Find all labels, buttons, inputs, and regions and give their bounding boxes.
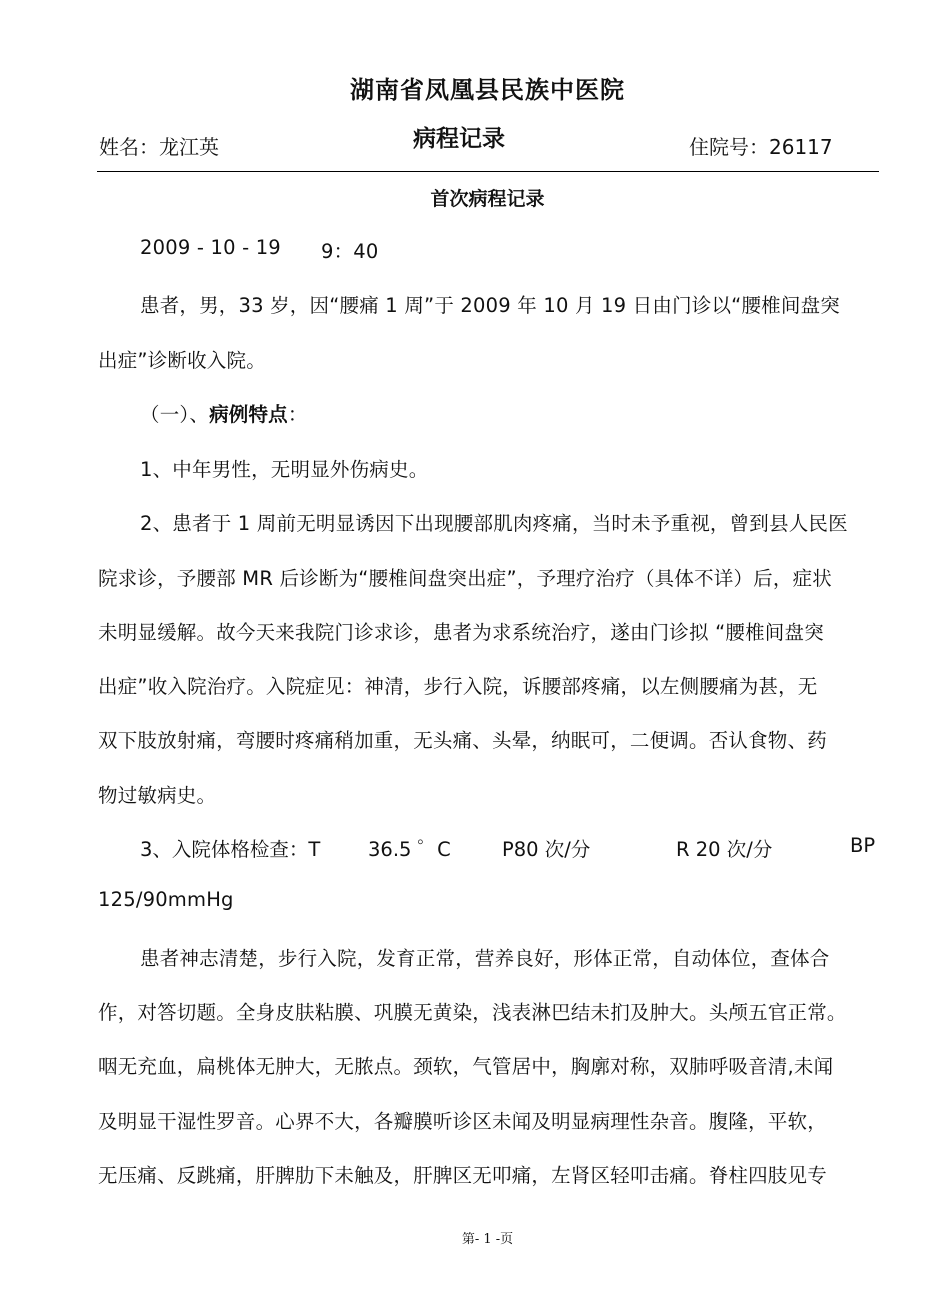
vitals-pulse: P80 次/分 — [502, 838, 591, 861]
hospital-name: 湖南省凤凰县民族中医院 — [350, 76, 625, 104]
item-1: 1、中年男性，无明显外伤病史。 — [140, 458, 429, 481]
intro-line-2: 出症”诊断收入院。 — [98, 349, 266, 372]
features-heading-title: 病例特点 — [209, 403, 288, 426]
admission-number — [689, 131, 833, 160]
item-2-line-4: 出症”收入院治疗。入院症见：神清，步行入院，诉腰部疼痛，以左侧腰痛为甚，无 — [98, 675, 818, 698]
item-2-line-3: 未明显缓解。故今天来我院门诊求诊，患者为求系统治疗，遂由门诊拟 “腰椎间盘突 — [98, 621, 824, 644]
vitals-bp-label: BP — [850, 834, 876, 857]
vitals-label: 3、入院体格检查：T — [140, 838, 321, 861]
features-heading-prefix: （一）、 — [140, 403, 210, 426]
features-heading — [140, 399, 308, 427]
exam-line-1: 患者神志清楚，步行入院，发育正常，营养良好，形体正常，自动体位，查体合 — [140, 947, 830, 970]
item-2-line-6: 物过敏病史。 — [98, 784, 217, 807]
header-divider — [97, 171, 879, 172]
section-title: 首次病程记录 — [430, 188, 545, 210]
features-heading-suffix: ： — [287, 403, 308, 426]
exam-line-2: 作，对答切题。全身皮肤粘膜、巩膜无黄染，浅表淋巴结未扪及肿大。头颅五官正常。 — [98, 1001, 847, 1024]
item-2-line-5: 双下肢放射痛，弯腰时疼痛稍加重，无头痛、头晕，纳眠可，二便调。否认食物、药 — [98, 729, 827, 752]
admission-number-label: 住院号： — [689, 135, 769, 159]
patient-name-label: 姓名： — [99, 135, 159, 159]
record-time: 9：40 — [321, 240, 379, 263]
item-2-line-1: 2、患者于 1 周前无明显诱因下出现腰部肌肉疼痛，当时未予重视，曾到县人民医 — [140, 512, 848, 535]
intro-line-1: 患者，男，33 岁，因“腰痛 1 周”于 2009 年 10 月 19 日由门诊以“腰椎间盘突 — [140, 294, 840, 317]
record-title: 病程记录 — [413, 126, 505, 152]
exam-line-5: 无压痛、反跳痛，肝脾肋下未触及，肝脾区无叩痛，左肾区轻叩击痛。脊柱四肢见专 — [98, 1164, 827, 1187]
record-date: 2009 - 10 - 19 — [140, 236, 281, 259]
vitals-temperature: 36.5 ゜C — [368, 838, 451, 861]
item-2-line-2: 院求诊，予腰部 MR 后诊断为“腰椎间盘突出症”，予理疗治疗（具体不详）后，症状 — [98, 567, 832, 590]
vitals-bp-value: 125/90mmHg — [98, 888, 234, 911]
exam-line-3: 咽无充血，扁桃体无肿大，无脓点。颈软，气管居中，胸廓对称，双肺呼吸音清,未闻 — [98, 1055, 834, 1078]
admission-number-value: 26117 — [769, 135, 833, 159]
page-number: 第- 1 -页 — [461, 1232, 514, 1247]
exam-line-4: 及明显干湿性罗音。心界不大，各瓣膜听诊区未闻及明显病理性杂音。腹隆，平软， — [98, 1110, 827, 1133]
vitals-respiration: R 20 次/分 — [676, 838, 773, 861]
patient-name-value: 龙江英 — [159, 135, 219, 159]
